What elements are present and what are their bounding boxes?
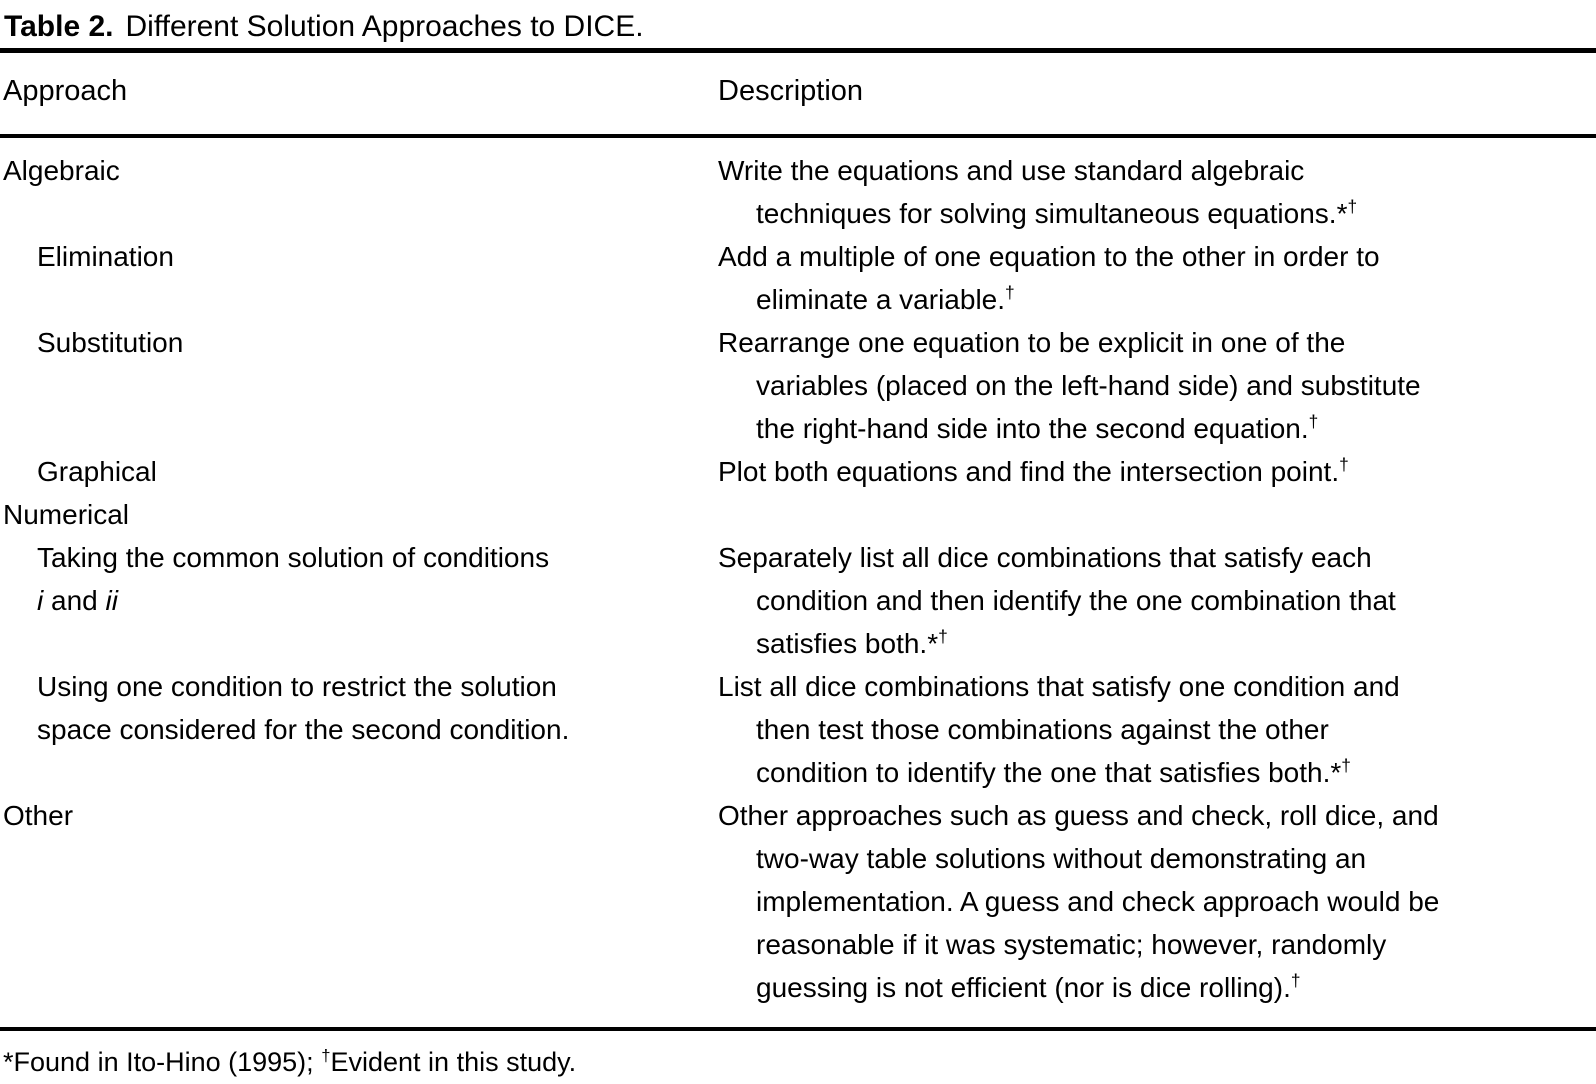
text-segment: Elimination [37, 241, 174, 272]
text-segment: implementation. A guess and check approach would be [756, 886, 1440, 917]
superscript-mark: † [1005, 282, 1015, 303]
text-segment: ii [105, 585, 118, 616]
superscript-mark: † [321, 1046, 331, 1065]
description-cell [718, 493, 1596, 536]
text-segment: List all dice combinations that satisfy one condition and [718, 671, 1400, 702]
description-cell [718, 235, 1596, 321]
approach-cell [0, 493, 718, 536]
approach-cell [0, 149, 718, 235]
description-cell [718, 321, 1596, 450]
text-segment: Add a multiple of one equation to the other in order to [718, 241, 1380, 272]
footnote [0, 1031, 1596, 1080]
description-cell [718, 450, 1596, 493]
text-segment: techniques for solving simultaneous equations.* [756, 198, 1348, 229]
description-cell [718, 149, 1596, 235]
superscript-mark: † [1290, 970, 1301, 991]
table-row [0, 794, 1596, 1009]
text-segment: Write the equations and use standard algebraic [718, 155, 1305, 186]
text-segment: variables (placed on the left-hand side) and substitute [756, 370, 1421, 401]
table-row [0, 450, 1596, 493]
text-segment: *Found in Ito-Hino (1995); [3, 1047, 322, 1077]
table-title [0, 0, 1596, 48]
text-segment: guessing is not efficient (nor is dice rolling). [756, 972, 1291, 1003]
table-row [0, 665, 1596, 794]
table-row [0, 321, 1596, 450]
text-segment: two-way table solutions without demonstrating an [756, 843, 1367, 874]
approach-cell [0, 450, 718, 493]
text-segment: the right-hand side into the second equation. [756, 413, 1309, 444]
text-segment: Algebraic [3, 155, 120, 186]
superscript-mark: † [938, 626, 948, 647]
text-segment: Substitution [37, 327, 184, 358]
table-number-label: Table 2. [4, 10, 114, 43]
text-segment: condition and then identify the one combination that [756, 585, 1396, 616]
table-body [0, 138, 1596, 1027]
text-segment: and [43, 585, 106, 616]
description-cell [718, 536, 1596, 665]
approach-cell [0, 665, 718, 794]
text-segment: Evident in this study. [330, 1047, 577, 1077]
text-segment: Taking the common solution of conditions [37, 542, 550, 573]
table-row [0, 149, 1596, 235]
table-row [0, 536, 1596, 665]
table-title-text: Different Solution Approaches to DICE. [125, 10, 644, 43]
text-segment: Other approaches such as guess and check, roll dice, and [718, 800, 1439, 831]
text-segment: space considered for the second condition. [37, 714, 570, 745]
approach-cell [0, 794, 718, 1009]
text-segment: condition to identify the one that satisfies both.* [756, 757, 1342, 788]
description-cell [718, 794, 1596, 1009]
superscript-mark: † [1341, 755, 1351, 776]
superscript-mark: † [1339, 454, 1349, 475]
approach-cell [0, 536, 718, 665]
text-segment: i [37, 585, 44, 616]
description-cell [718, 665, 1596, 794]
approach-cell [0, 321, 718, 450]
text-segment: Other [3, 800, 74, 831]
text-segment: Separately list all dice combinations that satisfy each [718, 542, 1372, 573]
text-segment: then test those combinations against the other [756, 714, 1329, 745]
text-segment: eliminate a variable. [756, 284, 1006, 315]
column-header-description: Description [718, 75, 864, 107]
superscript-mark: † [1308, 411, 1319, 432]
text-segment: satisfies both.* [756, 628, 939, 659]
text-segment: Plot both equations and find the intersection point. [718, 456, 1340, 487]
text-segment: reasonable if it was systematic; however, randomly [756, 929, 1387, 960]
approach-cell [0, 235, 718, 321]
text-segment: Numerical [3, 499, 130, 530]
superscript-mark: † [1347, 196, 1358, 217]
text-segment: Graphical [37, 456, 157, 487]
text-segment: Rearrange one equation to be explicit in one of the [718, 327, 1346, 358]
column-header-approach: Approach [3, 75, 128, 107]
text-segment: Using one condition to restrict the solution [37, 671, 557, 702]
table-row [0, 235, 1596, 321]
table-header-row [0, 53, 1596, 134]
table-row [0, 493, 1596, 536]
